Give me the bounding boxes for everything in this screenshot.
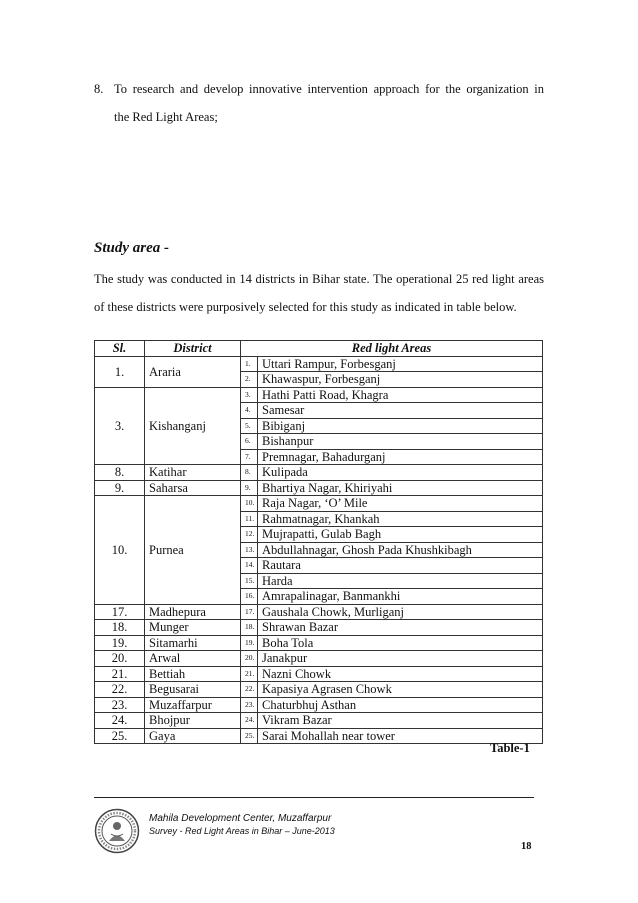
cell-area-number: 20.: [241, 651, 258, 667]
footer-survey-title: Survey - Red Light Areas in Bihar – June-2013: [149, 826, 335, 836]
cell-area-number: 3.: [241, 387, 258, 403]
cell-area-name: Kulipada: [258, 465, 543, 481]
table-row: [95, 635, 543, 651]
cell-district: Begusarai: [145, 682, 241, 698]
cell-area-number: 16.: [241, 589, 258, 605]
cell-sl: 8.: [95, 465, 145, 481]
cell-sl: 22.: [95, 682, 145, 698]
table-header-row: [95, 341, 543, 357]
cell-area-number: 4.: [241, 403, 258, 419]
objective-text-line-2: the Red Light Areas;: [114, 110, 218, 124]
cell-area-number: 24.: [241, 713, 258, 729]
cell-area-number: 19.: [241, 635, 258, 651]
footer-text: [149, 813, 335, 837]
objective-text-line-1: To research and develop innovative intervention approach for the organization in: [114, 82, 544, 96]
cell-area-name: Premnagar, Bahadurganj: [258, 449, 543, 465]
cell-area-number: 18.: [241, 620, 258, 636]
cell-area-number: 23.: [241, 697, 258, 713]
cell-sl: 25.: [95, 728, 145, 744]
cell-area-number: 8.: [241, 465, 258, 481]
cell-area-name: Gaushala Chowk, Murliganj: [258, 604, 543, 620]
cell-area-name: Abdullahnagar, Ghosh Pada Khushkibagh: [258, 542, 543, 558]
page-number: 18: [521, 841, 532, 852]
cell-area-name: Janakpur: [258, 651, 543, 667]
cell-area-name: Rautara: [258, 558, 543, 574]
study-area-paragraph: The study was conducted in 14 districts in Bihar state. The operational 25 red light areas of these districts were purposively selected for this study as indicated in table below.: [94, 272, 544, 314]
cell-area-name: Amrapalinagar, Banmankhi: [258, 589, 543, 605]
cell-area-number: 11.: [241, 511, 258, 527]
table-row: [95, 620, 543, 636]
cell-district: Katihar: [145, 465, 241, 481]
cell-sl: 21.: [95, 666, 145, 682]
cell-district: Muzaffarpur: [145, 697, 241, 713]
cell-sl: 9.: [95, 480, 145, 496]
cell-sl: 24.: [95, 713, 145, 729]
cell-area-name: Hathi Patti Road, Khagra: [258, 387, 543, 403]
table-row: [95, 651, 543, 667]
header-red-light-areas: Red light Areas: [241, 341, 543, 357]
section-heading: Study area -: [94, 240, 169, 256]
cell-district: Munger: [145, 620, 241, 636]
cell-district: Bhojpur: [145, 713, 241, 729]
cell-area-name: Chaturbhuj Asthan: [258, 697, 543, 713]
header-district: District: [145, 341, 241, 357]
cell-area-name: Vikram Bazar: [258, 713, 543, 729]
cell-area-name: Harda: [258, 573, 543, 589]
cell-district: Purnea: [145, 496, 241, 605]
cell-area-number: 13.: [241, 542, 258, 558]
table-row: [95, 496, 543, 512]
cell-area-name: Samesar: [258, 403, 543, 419]
table-row: [95, 682, 543, 698]
cell-district: Madhepura: [145, 604, 241, 620]
cell-area-name: Kapasiya Agrasen Chowk: [258, 682, 543, 698]
table-row: [95, 697, 543, 713]
cell-district: Saharsa: [145, 480, 241, 496]
cell-area-name: Bhartiya Nagar, Khiriyahi: [258, 480, 543, 496]
cell-district: Araria: [145, 356, 241, 387]
cell-sl: 20.: [95, 651, 145, 667]
cell-area-name: Khawaspur, Forbesganj: [258, 372, 543, 388]
cell-area-name: Sarai Mohallah near tower: [258, 728, 543, 744]
cell-district: Gaya: [145, 728, 241, 744]
cell-district: Kishanganj: [145, 387, 241, 465]
cell-area-number: 14.: [241, 558, 258, 574]
cell-district: Sitamarhi: [145, 635, 241, 651]
cell-district: Arwal: [145, 651, 241, 667]
cell-area-number: 1.: [241, 356, 258, 372]
cell-area-number: 5.: [241, 418, 258, 434]
cell-sl: 19.: [95, 635, 145, 651]
cell-sl: 1.: [95, 356, 145, 387]
cell-area-name: Shrawan Bazar: [258, 620, 543, 636]
objective-item-8: [94, 75, 544, 131]
table-caption: Table-1: [490, 741, 530, 755]
cell-area-number: 22.: [241, 682, 258, 698]
cell-area-number: 12.: [241, 527, 258, 543]
cell-area-number: 6.: [241, 434, 258, 450]
cell-area-number: 10.: [241, 496, 258, 512]
red-light-areas-table: [94, 340, 543, 744]
cell-sl: 23.: [95, 697, 145, 713]
table-row: [95, 666, 543, 682]
table-body: [95, 356, 543, 744]
cell-area-number: 9.: [241, 480, 258, 496]
cell-area-number: 25.: [241, 728, 258, 744]
table-row: [95, 356, 543, 372]
cell-district: Bettiah: [145, 666, 241, 682]
cell-area-name: Raja Nagar, ‘O’ Mile: [258, 496, 543, 512]
table-row: [95, 713, 543, 729]
cell-sl: 18.: [95, 620, 145, 636]
cell-area-number: 17.: [241, 604, 258, 620]
cell-sl: 17.: [95, 604, 145, 620]
objective-text: [94, 75, 544, 131]
cell-area-number: 21.: [241, 666, 258, 682]
cell-area-name: Mujrapatti, Gulab Bagh: [258, 527, 543, 543]
cell-sl: 3.: [95, 387, 145, 465]
cell-area-name: Nazni Chowk: [258, 666, 543, 682]
footer-organization: Mahila Development Center, Muzaffarpur: [149, 813, 332, 824]
cell-area-number: 15.: [241, 573, 258, 589]
table-row: [95, 604, 543, 620]
footer-divider: [94, 797, 534, 798]
table-row: [95, 387, 543, 403]
cell-area-name: Boha Tola: [258, 635, 543, 651]
cell-area-number: 7.: [241, 449, 258, 465]
cell-area-name: Rahmatnagar, Khankah: [258, 511, 543, 527]
cell-area-name: Uttari Rampur, Forbesganj: [258, 356, 543, 372]
cell-sl: 10.: [95, 496, 145, 605]
organization-seal-icon: [94, 808, 140, 854]
cell-area-name: Bishanpur: [258, 434, 543, 450]
table-row: [95, 465, 543, 481]
cell-area-number: 2.: [241, 372, 258, 388]
table-row: [95, 728, 543, 744]
header-sl: Sl.: [95, 341, 145, 357]
objective-number: 8.: [94, 82, 104, 96]
cell-area-name: Bibiganj: [258, 418, 543, 434]
table-row: [95, 480, 543, 496]
